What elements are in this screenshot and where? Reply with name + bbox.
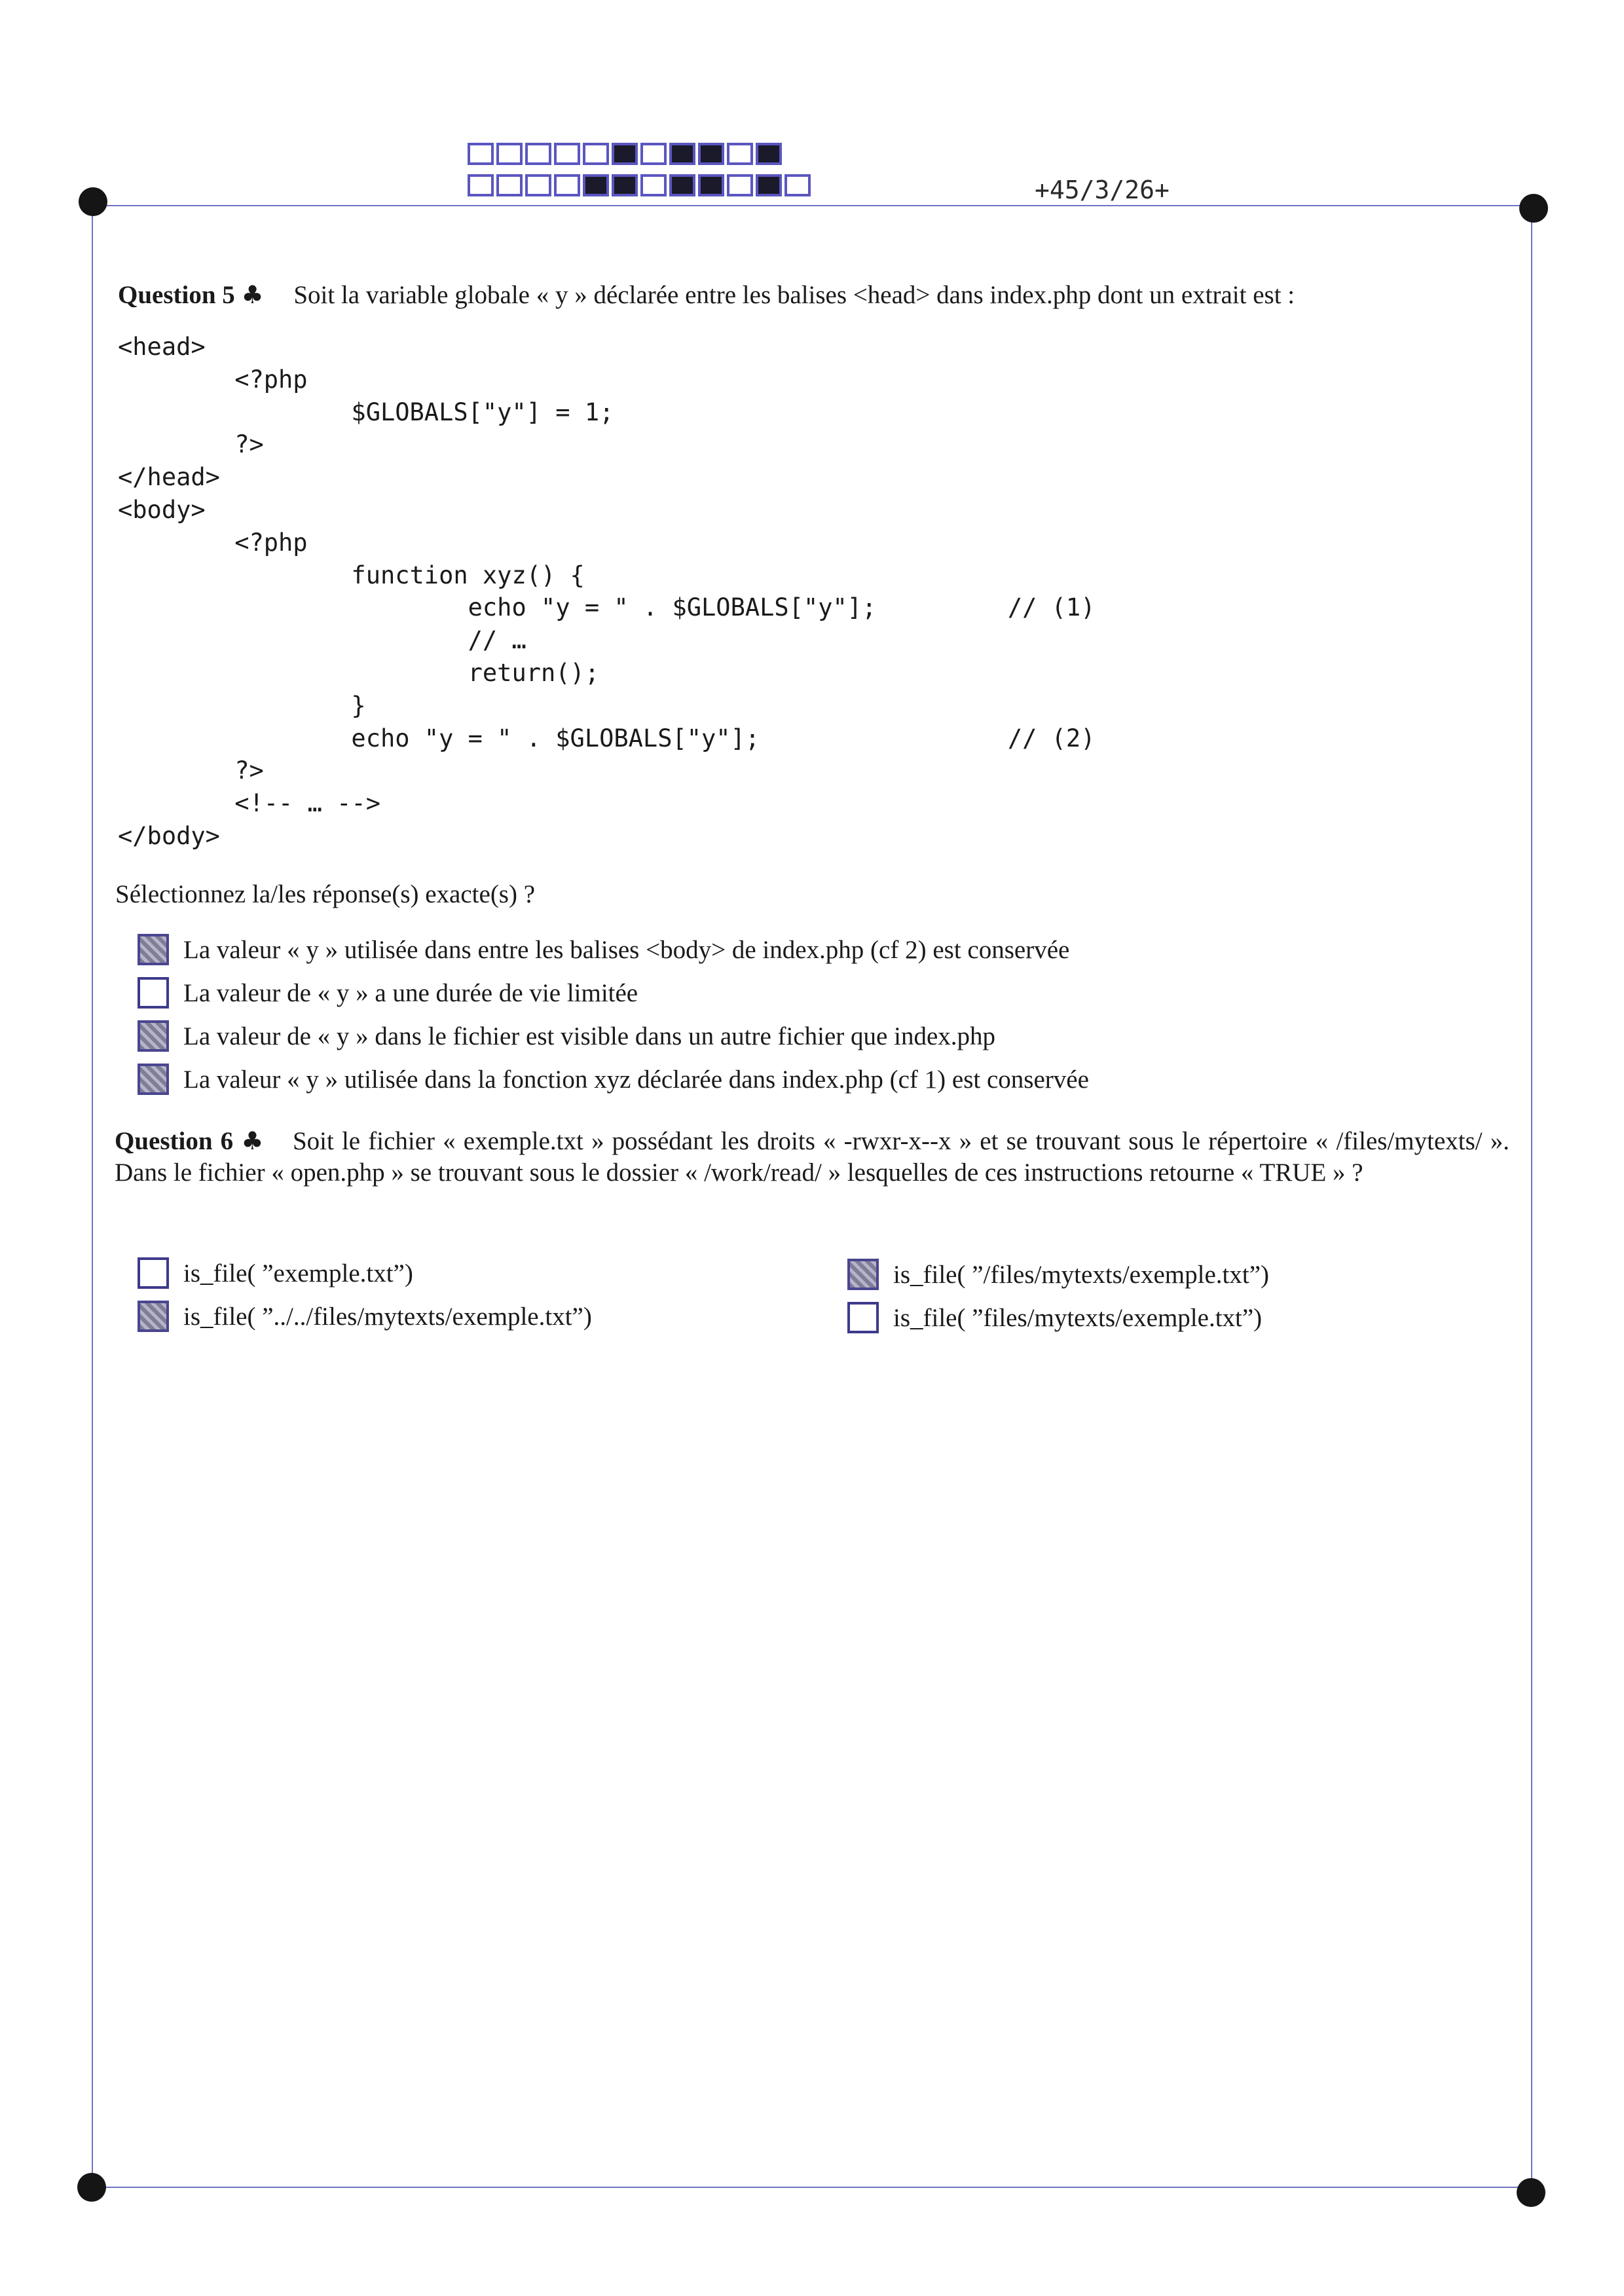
barcode-cell [583, 143, 609, 165]
checkbox[interactable] [138, 1064, 169, 1095]
question-5-instruction: Sélectionnez la/les réponse(s) exacte(s) ? [115, 880, 536, 908]
barcode-cell [612, 174, 638, 196]
option-label: La valeur de « y » dans le fichier est visible dans un autre fichier que index.php [183, 1022, 996, 1050]
barcode-cell [554, 143, 580, 165]
barcode-cell [698, 174, 724, 196]
barcode-cell [756, 143, 782, 165]
club-icon: ♣ [241, 1126, 265, 1155]
q5-option-1[interactable] [138, 934, 1069, 965]
checkbox[interactable] [138, 1020, 169, 1052]
barcode-cell [727, 143, 753, 165]
barcode-cell [784, 174, 811, 196]
question-6-prompt: Soit le fichier « exemple.txt » possédant les droits « -rwxr-x--x » et se trouvant sous le répertoire « /files/mytexts/ ». Dans le fichier « open.php » se trouvant sous le dossier « /work/read/ » lesquelles de ces instructions retourne « TRUE » ? [115, 1127, 1509, 1187]
barcode-cell [669, 143, 695, 165]
checkbox[interactable] [138, 977, 169, 1009]
checkbox[interactable] [138, 1257, 169, 1289]
question-5-heading [118, 279, 1295, 311]
barcode-cell [468, 174, 494, 196]
corner-marker-bottom-left [77, 2173, 106, 2202]
barcode-cell [496, 174, 523, 196]
barcode-cell [756, 174, 782, 196]
q6-option-2[interactable] [138, 1301, 592, 1332]
option-label: is_file( ”../../files/mytexts/exemple.txt”) [183, 1302, 592, 1331]
frame-top-line [93, 205, 1534, 206]
q5-option-2[interactable] [138, 977, 638, 1009]
question-5-label: Question 5 [118, 281, 235, 309]
option-label: is_file( ”/files/mytexts/exemple.txt”) [893, 1260, 1269, 1289]
checkbox[interactable] [138, 1301, 169, 1332]
corner-marker-top-right [1519, 194, 1548, 223]
barcode-cell [612, 143, 638, 165]
barcode-cell [583, 174, 609, 196]
frame-bottom-line [93, 2187, 1531, 2188]
barcode-cell [525, 143, 551, 165]
corner-marker-top-left [79, 187, 107, 216]
checkbox[interactable] [847, 1259, 879, 1290]
page-id: +45/3/26+ [1035, 176, 1170, 204]
corner-marker-bottom-right [1517, 2178, 1545, 2207]
barcode-cell [496, 143, 523, 165]
q6-option-4[interactable] [847, 1302, 1262, 1333]
q5-option-4[interactable] [138, 1064, 1089, 1095]
checkbox[interactable] [138, 934, 169, 965]
question-6-text [115, 1125, 1509, 1189]
barcode-cell [554, 174, 580, 196]
barcode-cell [525, 174, 551, 196]
barcode-cell [640, 143, 667, 165]
question-5-prompt: Soit la variable globale « y » déclarée entre les balises <head> dans index.php dont un extrait est : [293, 281, 1295, 309]
option-label: La valeur « y » utilisée dans entre les balises <body> de index.php (cf 2) est conservée [183, 935, 1070, 964]
frame-left-line [92, 210, 93, 2186]
checkbox[interactable] [847, 1302, 879, 1333]
option-label: is_file( ”exemple.txt”) [183, 1259, 413, 1287]
code-block: <head> <?php $GLOBALS["y"] = 1; ?> </head> <body> <?php function xyz() { echo "y = " . $GLOBALS["y"]; // (1) // … return(); } echo "y = " . $GLOBALS["y"]; // (2) ?> <!-- … --> </body> [118, 333, 1096, 850]
q6-option-3[interactable] [847, 1259, 1269, 1290]
barcode-cell [698, 143, 724, 165]
barcode-cell [640, 174, 667, 196]
barcode-cell [468, 143, 494, 165]
q5-option-3[interactable] [138, 1020, 995, 1052]
question-6-label: Question 6 [115, 1127, 234, 1155]
option-label: La valeur « y » utilisée dans la fonction xyz déclarée dans index.php (cf 1) est conservée [183, 1065, 1089, 1094]
option-label: La valeur de « y » a une durée de vie limitée [183, 978, 638, 1007]
barcode-row-2 [468, 174, 813, 196]
q6-option-1[interactable] [138, 1257, 413, 1289]
frame-right-line [1531, 211, 1532, 2191]
barcode-row-1 [468, 143, 784, 165]
club-icon: ♣ [241, 280, 264, 309]
barcode-cell [669, 174, 695, 196]
option-label: is_file( ”files/mytexts/exemple.txt”) [893, 1303, 1263, 1332]
barcode-cell [727, 174, 753, 196]
